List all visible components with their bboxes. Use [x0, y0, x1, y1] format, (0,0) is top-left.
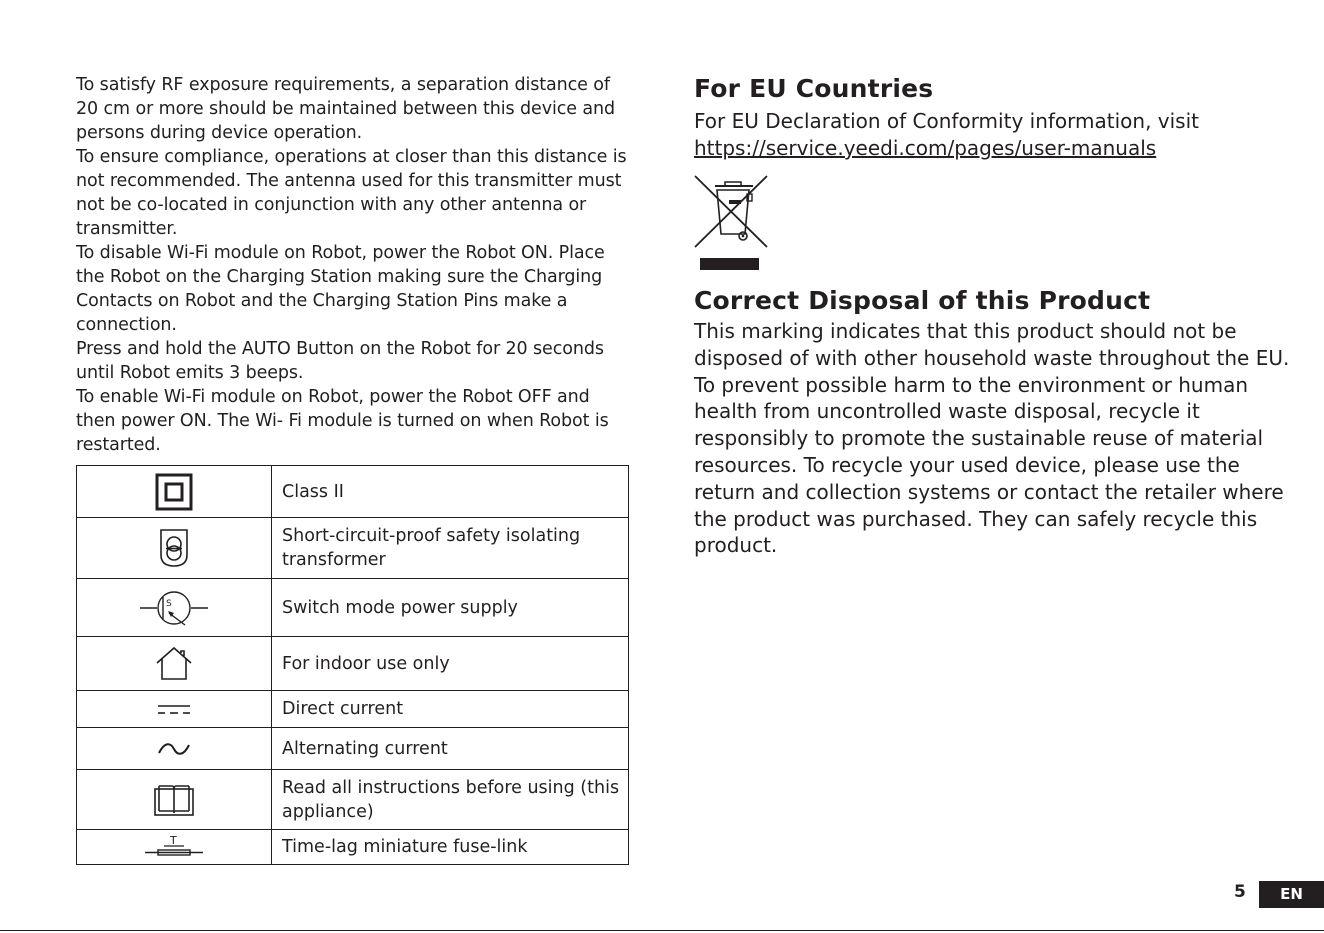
disposal-heading: Correct Disposal of this Product	[694, 286, 1151, 315]
fuse-glyph: T	[170, 834, 177, 847]
time-lag-fuse-icon	[144, 834, 204, 860]
symbol-description: Direct current	[272, 691, 629, 728]
compliance-paragraph: To ensure compliance, operations at closer than this distance is not recommended. The antenna used for this transmitter must not be co-located in conjunction with any other antenna or transmitter.	[76, 147, 627, 239]
table-row	[77, 691, 629, 728]
table-row	[77, 579, 629, 637]
symbol-cell	[77, 518, 272, 579]
symbol-description: Alternating current	[272, 728, 629, 770]
symbol-description: Read all instructions before using (this appliance)	[272, 770, 629, 830]
symbol-description: Short-circuit-proof safety isolating transformer	[272, 518, 629, 579]
switch-mode-psu-icon	[139, 586, 209, 630]
table-row	[77, 728, 629, 770]
table-row	[77, 637, 629, 691]
symbol-cell	[77, 770, 272, 830]
table-row	[77, 770, 629, 830]
bottom-divider	[0, 930, 1324, 931]
user-manuals-link[interactable]: https://service.yeedi.com/pages/user-manuals	[694, 136, 1157, 160]
page-number: 5	[1234, 882, 1246, 902]
safety-transformer-icon	[158, 527, 190, 569]
symbol-description: For indoor use only	[272, 637, 629, 691]
eu-countries-heading: For EU Countries	[694, 74, 934, 103]
read-instructions-icon	[153, 783, 195, 817]
symbol-cell	[77, 691, 272, 728]
disposal-text: This marking indicates that this product should not be disposed of with other household waste throughout the EU. To prevent possible harm to the environment or human health from uncontrolled waste disposal, recycle it responsibly to promote the sustainable reuse of material resources. To recycle your used device, please use the return and collection systems or contact the retailer where the product was purchased. They can safely recycle this product.	[694, 319, 1290, 558]
alternating-current-icon	[157, 741, 191, 757]
disable-wifi-paragraph: To disable Wi-Fi module on Robot, power the Robot ON. Place the Robot on the Charging Station making sure the Charging Contacts on Robot and the Charging Station Pins make a connection.	[76, 243, 605, 335]
rf-exposure-paragraph: To satisfy RF exposure requirements, a separation distance of 20 cm or more should be maintained between this device and persons during device operation.	[76, 75, 615, 143]
language-badge: EN	[1259, 881, 1324, 908]
symbol-cell	[77, 579, 272, 637]
crossed-out-wheelie-bin-icon	[693, 174, 771, 272]
symbol-cell	[77, 637, 272, 691]
symbol-description: Switch mode power supply	[272, 579, 629, 637]
enable-wifi-paragraph: To enable Wi-Fi module on Robot, power the Robot OFF and then power ON. The Wi- Fi module is turned on when Robot is restarted.	[76, 387, 609, 455]
switch-mode-glyph: S	[166, 598, 172, 609]
table-row	[77, 518, 629, 579]
eu-declaration-text: For EU Declaration of Conformity information, visit	[694, 109, 1199, 133]
table-row	[77, 466, 629, 518]
auto-button-paragraph: Press and hold the AUTO Button on the Robot for 20 seconds until Robot emits 3 beeps.	[76, 339, 604, 383]
symbol-description: Time-lag miniature fuse-link	[272, 830, 629, 865]
class-ii-icon	[155, 473, 193, 511]
direct-current-icon	[157, 702, 191, 716]
symbol-cell	[77, 728, 272, 770]
symbol-cell	[77, 830, 272, 865]
symbol-cell	[77, 466, 272, 518]
symbol-description: Class II	[272, 466, 629, 518]
table-row	[77, 830, 629, 865]
left-column	[76, 73, 628, 457]
symbols-table	[76, 465, 629, 865]
indoor-use-icon	[154, 646, 194, 682]
